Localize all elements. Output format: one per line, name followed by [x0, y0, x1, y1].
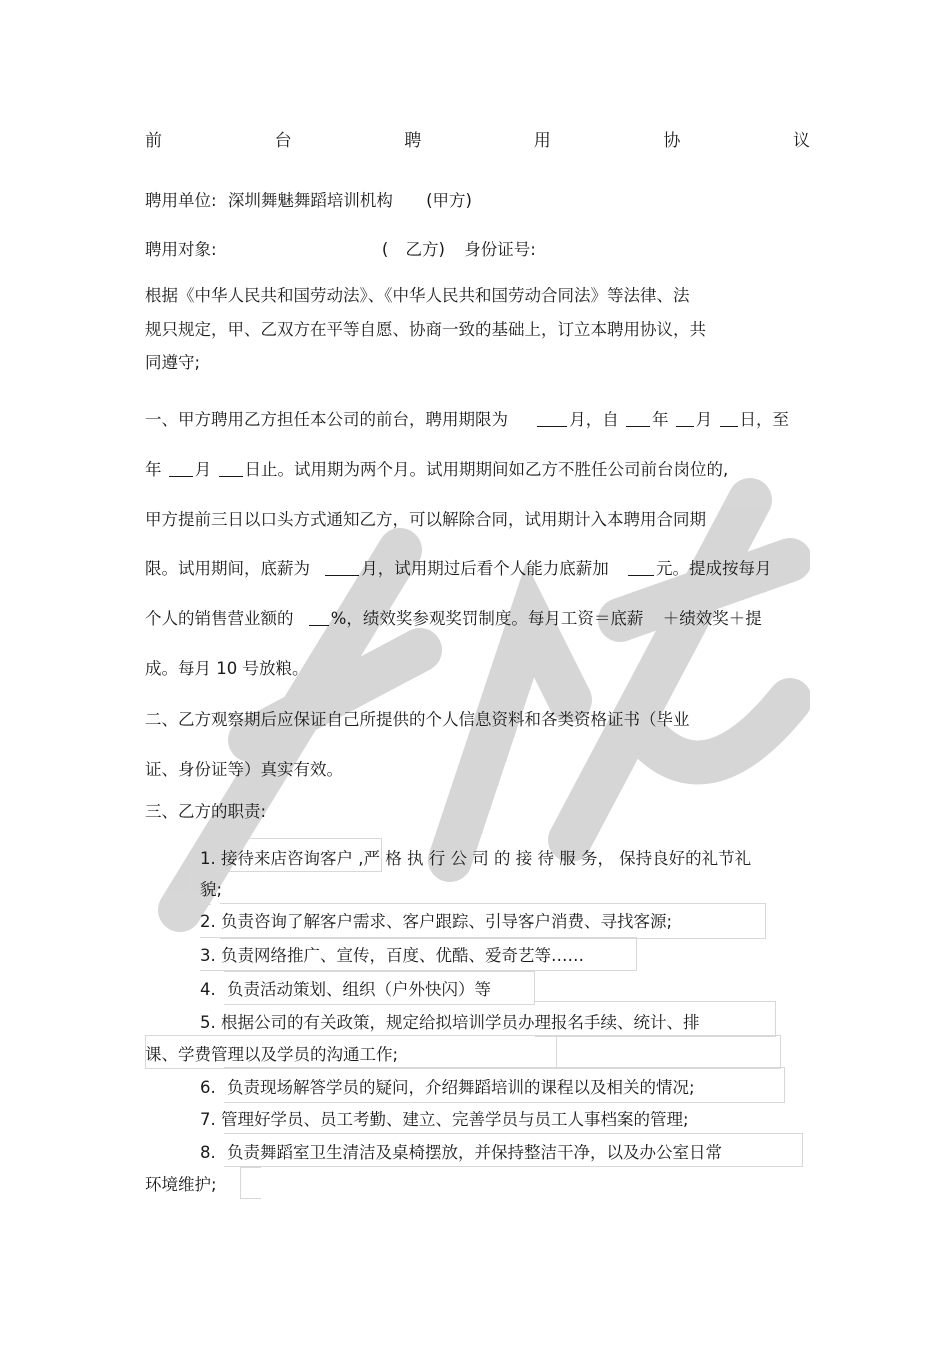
duty-text: 负责舞蹈室卫生清洁及桌椅摆放，并保持整洁干净，以及办公室日常 [227, 1143, 722, 1162]
section1-text: 个人的销售营业额的 [145, 609, 294, 628]
duty-text: 根据公司的有关政策，规定给拟培训学员办理报名手续、统计、排 [221, 1013, 700, 1032]
employee-label: 聘用对象: [145, 240, 217, 259]
preamble-line: 根据《中华人民共和国劳动法》、《中华人民共和国劳动合同法》等法律、法 [145, 286, 690, 305]
title-char: 议 [792, 131, 810, 151]
blank-field [325, 559, 359, 576]
duty-item [200, 911, 672, 933]
blank-field [537, 410, 567, 427]
blank-field [169, 460, 193, 477]
blank-field [720, 410, 738, 427]
section1-text: 年 [145, 460, 162, 479]
duty-number: 2. [200, 912, 216, 931]
section1-text: 日止。试用期为两个月。试用期期间如乙方不胜任公司前台岗位的, [244, 460, 729, 479]
duty-item [200, 1142, 722, 1164]
blank-field [628, 559, 654, 576]
duty-item [200, 945, 584, 967]
blank-field [626, 410, 650, 427]
duty-number: 4. [200, 980, 216, 999]
employee-line [145, 239, 536, 261]
section1-text: 一、甲方聘用乙方担任本公司的前台，聘用期限为 [145, 410, 508, 429]
section1-line: 成。每月 10 号放粮。 [145, 659, 309, 678]
blank-field [219, 460, 243, 477]
title-char: 用 [533, 131, 551, 151]
section1-text: 月 [194, 460, 212, 479]
textbox-outline [240, 1167, 261, 1199]
duty-number: 5. [200, 1013, 216, 1032]
preamble-line: 规只规定，甲、乙双方在平等自愿、协商一致的基础上，订立本聘用协议，共 [145, 320, 706, 339]
blank-field [676, 410, 694, 427]
duty-number: 7. [200, 1110, 216, 1129]
title-char: 台 [274, 131, 292, 151]
section1-line [145, 558, 772, 580]
duty-item [200, 979, 491, 1001]
textbox-outline [455, 1035, 781, 1069]
section1-line [145, 409, 789, 431]
title-char: 聘 [404, 131, 422, 151]
employer-line [145, 190, 472, 212]
section1-line [145, 459, 728, 481]
duty-item-continued: 环境维护; [145, 1175, 217, 1194]
section1-line [145, 608, 762, 630]
duty-number: 8. [200, 1143, 216, 1162]
section1-text: 月，自 [569, 410, 619, 429]
section1-text: 月，试用期过后看个人能力底薪加 [361, 559, 609, 578]
duty-number: 3. [200, 946, 216, 965]
section1-text: 限。试用期间，底薪为 [145, 559, 310, 578]
duty-number: 1. [200, 849, 216, 868]
section1-text: %，绩效奖参观奖罚制度。每月工资＝底薪 [330, 609, 644, 628]
section1-text: 年 [652, 410, 669, 429]
document-title [145, 126, 810, 151]
duty-item-continued: 貌; [200, 880, 223, 899]
section2-line: 证、身份证等）真实有效。 [145, 760, 343, 779]
duty-item-continued: 课、学费管理以及学员的沟通工作; [145, 1045, 399, 1064]
section1-text: ＋绩效奖＋提 [662, 609, 762, 628]
id-number-label: 身份证号: [464, 240, 536, 259]
section1-text: 日，至 [739, 410, 789, 429]
duty-text: 负责网络推广、宣传，百度、优酷、爱奇艺等…… [221, 946, 584, 965]
title-char: 前 [145, 131, 162, 151]
duty-text: 接待来店咨询客户 ,严 格 执 行 公 司 的 接 待 服 务， 保持良好的礼节礼 [221, 849, 752, 868]
employer-name: 深圳舞魅舞蹈培训机构 [227, 191, 393, 210]
section1-line: 甲方提前三日以口头方式通知乙方，可以解除合同，试用期计入本聘用合同期 [145, 510, 706, 529]
duty-text: 负责咨询了解客户需求、客户跟踪、引导客户消费、寻找客源; [221, 912, 673, 931]
employer-tag: (甲方) [426, 191, 472, 210]
section1-text: 元。提成按每月 [656, 559, 772, 578]
duty-item [200, 1012, 700, 1034]
duty-item [200, 1077, 695, 1099]
section2-line: 二、乙方观察期后应保证自己所提供的个人信息资料和各类资格证书（毕业 [145, 710, 690, 729]
duty-number: 6. [200, 1078, 216, 1097]
duty-item [200, 1109, 689, 1131]
employer-label: 聘用单位: [145, 191, 217, 210]
duty-text: 负责活动策划、组织（户外快闪）等 [227, 980, 491, 999]
preamble-line: 同遵守; [145, 353, 201, 372]
title-char: 协 [663, 131, 681, 151]
duty-text: 负责现场解答学员的疑问，介绍舞蹈培训的课程以及相关的情况; [227, 1078, 695, 1097]
duty-text: 管理好学员、员工考勤、建立、完善学员与员工人事档案的管理; [221, 1110, 689, 1129]
section1-text: 月 [695, 410, 713, 429]
employee-tag-open: ( [381, 240, 389, 259]
section3-heading: 三、乙方的职责: [145, 802, 267, 821]
employee-tag: 乙方) [405, 240, 445, 259]
duty-item [200, 848, 751, 870]
blank-field [309, 609, 329, 626]
